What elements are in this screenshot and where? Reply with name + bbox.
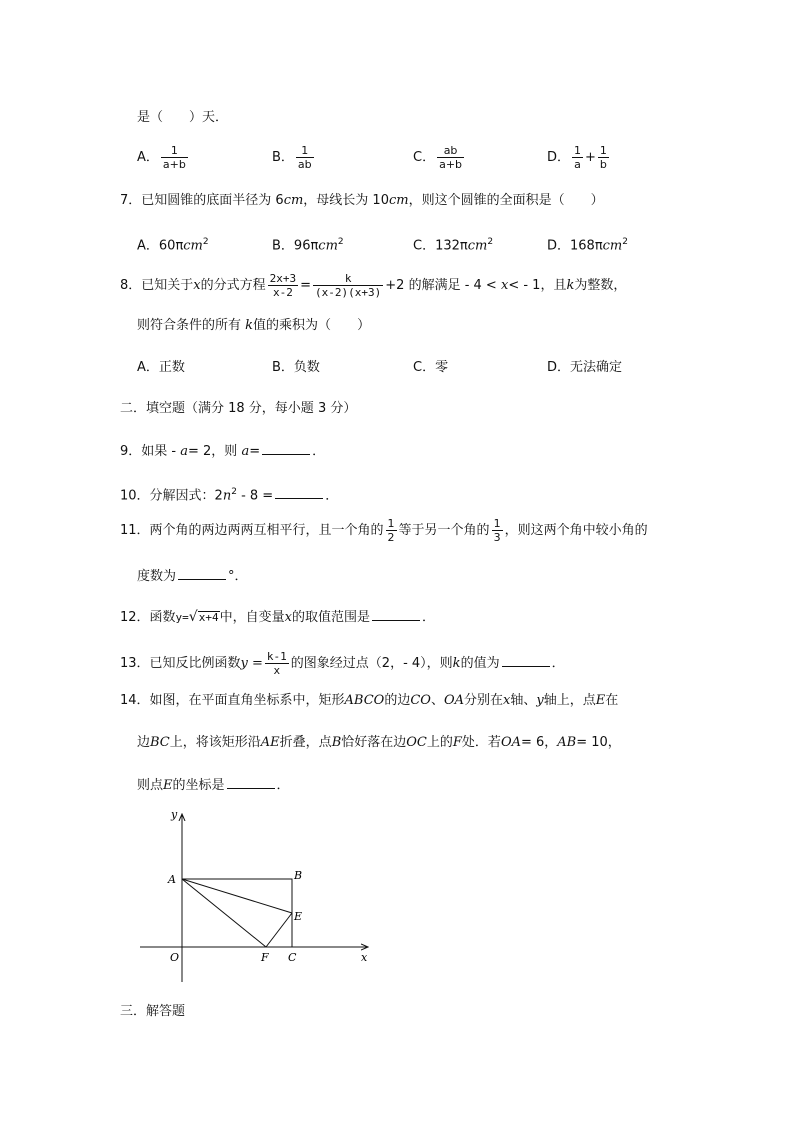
answer-blank[interactable] <box>227 776 275 789</box>
function-lhs: y = <box>240 656 263 671</box>
variable: OA <box>443 693 465 708</box>
q14-text: 处．若 <box>461 735 501 750</box>
q10-end: ． <box>325 488 339 504</box>
numerator: k <box>313 272 383 286</box>
unit: cm <box>602 238 623 254</box>
answer-blank[interactable] <box>502 654 550 667</box>
q9-mid: = 2，则 <box>188 444 238 459</box>
denominator: x-2 <box>272 286 293 299</box>
variable: y <box>536 693 544 708</box>
q7-prefix: 7．已知圆锥的底面半径为 6 <box>120 193 284 208</box>
q12-mid: 中，自变量 <box>219 610 285 625</box>
denominator: 3 <box>493 531 501 544</box>
question-14-line2 <box>137 734 621 752</box>
exponent: 2 <box>337 237 344 247</box>
q7-mid: ，母线长为 10 <box>303 193 389 208</box>
q7-unit: cm <box>388 193 409 208</box>
option-value: 132π <box>435 238 468 254</box>
q8-mid: 的分式方程 <box>200 278 266 293</box>
question-14-line3 <box>137 776 290 795</box>
numerator: k-1 <box>266 650 287 663</box>
q6-tail-end: ）天． <box>189 110 229 125</box>
label-a: A <box>168 873 176 886</box>
q10-mid: - 8 = <box>241 488 274 504</box>
q9-prefix: 9．如果 - <box>120 444 177 459</box>
q11-line2: 度数为 <box>137 569 177 584</box>
q11-mid: 等于另一个角的 <box>398 523 490 538</box>
question-11-line2 <box>137 567 248 586</box>
q8-option-d: D．无法确定 <box>547 360 623 375</box>
segment-ae <box>182 879 292 913</box>
q8-option-b: B．负数 <box>272 360 320 375</box>
denominator: a <box>574 158 581 171</box>
answer-blank[interactable] <box>275 486 323 499</box>
variable: AE <box>260 735 280 750</box>
q6-option-d <box>547 144 611 171</box>
q9-end: ． <box>312 444 326 459</box>
option-label: D． <box>547 150 571 165</box>
variable: B <box>331 735 342 750</box>
q7-unit: cm <box>283 193 304 208</box>
numerator: ab <box>437 144 464 158</box>
fraction <box>296 144 314 171</box>
segment-fe <box>266 913 292 947</box>
question-9 <box>120 442 325 461</box>
option-label: C． <box>413 238 436 254</box>
equals: = <box>249 444 261 459</box>
exponent: 2 <box>202 237 209 247</box>
q8-option-a: A．正数 <box>137 360 185 375</box>
variable: x <box>284 610 292 625</box>
variable: F <box>452 735 462 750</box>
label-c: C <box>288 951 297 964</box>
exponent: 2 <box>622 237 628 247</box>
fraction <box>492 517 503 544</box>
q13-prefix: 13．已知反比例函数 <box>120 656 241 671</box>
variable: OC <box>406 735 427 750</box>
q7-option-c <box>413 233 493 255</box>
label-x: x <box>361 951 368 964</box>
q14-text: 上的 <box>426 735 453 750</box>
q14-text: 在 <box>605 693 619 708</box>
q6-tail-text: 是（ <box>137 110 164 125</box>
option-label: A． <box>137 238 159 254</box>
q14-text: 的坐标是 <box>172 778 225 793</box>
answer-blank[interactable] <box>372 608 420 621</box>
q14-text: 的边 <box>384 693 411 708</box>
q8-suffix: 为整数， <box>574 278 627 293</box>
q8-condition: +2 的解满足 - 4 < <box>385 278 497 293</box>
variable: k <box>452 656 461 671</box>
answer-blank[interactable] <box>262 442 310 455</box>
variable: k <box>566 278 575 293</box>
q6-tail <box>137 109 228 127</box>
q8-line2-end: ） <box>357 318 371 333</box>
q7-suffix: ，则这个圆锥的全面积是（ <box>408 193 565 208</box>
q7-option-a <box>137 233 209 255</box>
variable: ABCO <box>344 693 385 708</box>
question-8-line2 <box>137 317 370 335</box>
unit: cm <box>183 238 203 254</box>
label-o: O <box>170 951 180 964</box>
q11-line2-end: °． <box>228 569 248 584</box>
q12-prefix: 12．函数 <box>120 610 176 625</box>
fraction <box>598 144 609 171</box>
numerator: 1 <box>493 517 501 530</box>
q13-end: ． <box>551 656 565 671</box>
numerator: 1 <box>387 517 395 530</box>
variable: E <box>163 778 173 793</box>
unit: cm <box>318 238 338 254</box>
variable: E <box>595 693 606 708</box>
q6-option-a <box>137 144 190 171</box>
q8-line2-suffix: 值的乘积为（ <box>253 318 332 333</box>
fraction <box>572 144 583 171</box>
q14-text: 折叠，点 <box>279 735 332 750</box>
q12-end: ． <box>421 610 435 625</box>
variable: x <box>500 278 509 293</box>
exponent: 2 <box>231 487 237 497</box>
q14-text: 轴、 <box>510 693 537 708</box>
fraction <box>437 144 464 171</box>
label-y: y <box>171 808 178 821</box>
variable: BC <box>150 735 170 750</box>
option-label: B． <box>272 150 294 165</box>
answer-blank[interactable] <box>178 567 226 580</box>
variable: k <box>245 318 254 333</box>
option-value: 60π <box>158 238 184 254</box>
variable: x <box>503 693 511 708</box>
numerator: 1 <box>161 144 188 158</box>
q8-option-c: C．零 <box>413 360 449 375</box>
coordinate-figure <box>130 800 390 990</box>
variable: n <box>222 488 232 504</box>
denominator: ab <box>297 158 312 171</box>
option-label: C． <box>413 150 436 165</box>
question-13 <box>120 650 565 677</box>
denominator: (x-2)(x+3) <box>315 286 382 299</box>
option-value: 96π <box>293 238 319 254</box>
q8-prefix: 8．已知关于 <box>120 278 194 293</box>
radicand: x+4 <box>198 611 219 624</box>
q13-suffix: 的值为 <box>460 656 500 671</box>
radical-sign: √ <box>188 609 198 625</box>
q6-option-b <box>272 144 316 171</box>
variable: OA <box>500 735 521 750</box>
q14-text: 轴上，点 <box>543 693 596 708</box>
denominator: a+b <box>162 158 186 171</box>
q11-prefix: 11．两个角的两边两两互相平行，且一个角的 <box>120 523 384 538</box>
numerator: 1 <box>574 144 582 157</box>
section-3-title: 三．解答题 <box>120 1004 186 1019</box>
label-b: B <box>294 869 303 882</box>
fraction <box>386 517 397 544</box>
rectangle-abco <box>182 879 292 947</box>
section-2-title: 二．填空题（满分 18 分，每小题 3 分） <box>120 401 357 416</box>
variable: x <box>193 278 201 293</box>
question-8 <box>120 272 626 299</box>
question-11 <box>120 517 648 544</box>
q7-end: ） <box>590 193 604 208</box>
q14-text: 、 <box>430 693 444 708</box>
q12-suffix: 的取值范围是 <box>291 610 370 625</box>
question-7 <box>120 192 604 210</box>
variable: a <box>180 444 189 459</box>
q14-text: 14．如图，在平面直角坐标系中，矩形 <box>120 693 345 708</box>
q7-option-b <box>272 233 344 255</box>
unit: cm <box>467 238 488 254</box>
q10-prefix: 10．分解因式：2 <box>120 488 223 504</box>
question-12 <box>120 608 435 627</box>
function-lhs: y= <box>175 611 189 624</box>
variable: AB <box>557 735 577 750</box>
numerator: 1 <box>599 144 607 157</box>
q7-option-d <box>547 233 628 255</box>
question-14 <box>120 692 618 710</box>
q14-text: = 10， <box>576 735 621 750</box>
q14-text: 上，将该矩形沿 <box>169 735 261 750</box>
fraction <box>265 650 289 677</box>
equals: = <box>300 278 312 293</box>
q11-suffix: ，则这两个角中较小角的 <box>504 523 648 538</box>
denominator: x <box>273 664 281 677</box>
option-value: 168π <box>570 238 603 254</box>
denominator: a+b <box>439 158 463 171</box>
q14-text: 恰好落在边 <box>341 735 407 750</box>
q14-text: 边 <box>137 735 151 750</box>
exponent: 2 <box>487 237 494 247</box>
q8-line2-prefix: 则符合条件的所有 <box>137 318 242 333</box>
label-f: F <box>261 951 269 964</box>
segment-af <box>182 879 266 947</box>
variable: CO <box>410 693 431 708</box>
label-e: E <box>294 910 303 923</box>
variable: a <box>241 444 250 459</box>
fraction <box>161 144 188 171</box>
fraction <box>313 272 383 299</box>
q14-text: = 6， <box>520 735 558 750</box>
denominator: 2 <box>387 531 395 544</box>
q14-text: 分别在 <box>464 693 504 708</box>
numerator: 1 <box>296 144 314 158</box>
q14-text: 则点 <box>137 778 164 793</box>
denominator: b <box>599 158 607 171</box>
fraction <box>268 272 299 299</box>
q6-option-c <box>413 144 466 171</box>
q13-mid: 的图象经过点（2，- 4），则 <box>290 656 453 671</box>
option-label: D． <box>547 238 571 254</box>
numerator: 2x+3 <box>269 272 297 285</box>
option-label: A． <box>137 150 159 165</box>
plus-sign: + <box>585 150 596 165</box>
q14-text: ． <box>276 778 290 793</box>
option-label: B． <box>272 238 294 254</box>
q8-condition-end: < - 1，且 <box>508 278 567 293</box>
question-10 <box>120 483 338 505</box>
